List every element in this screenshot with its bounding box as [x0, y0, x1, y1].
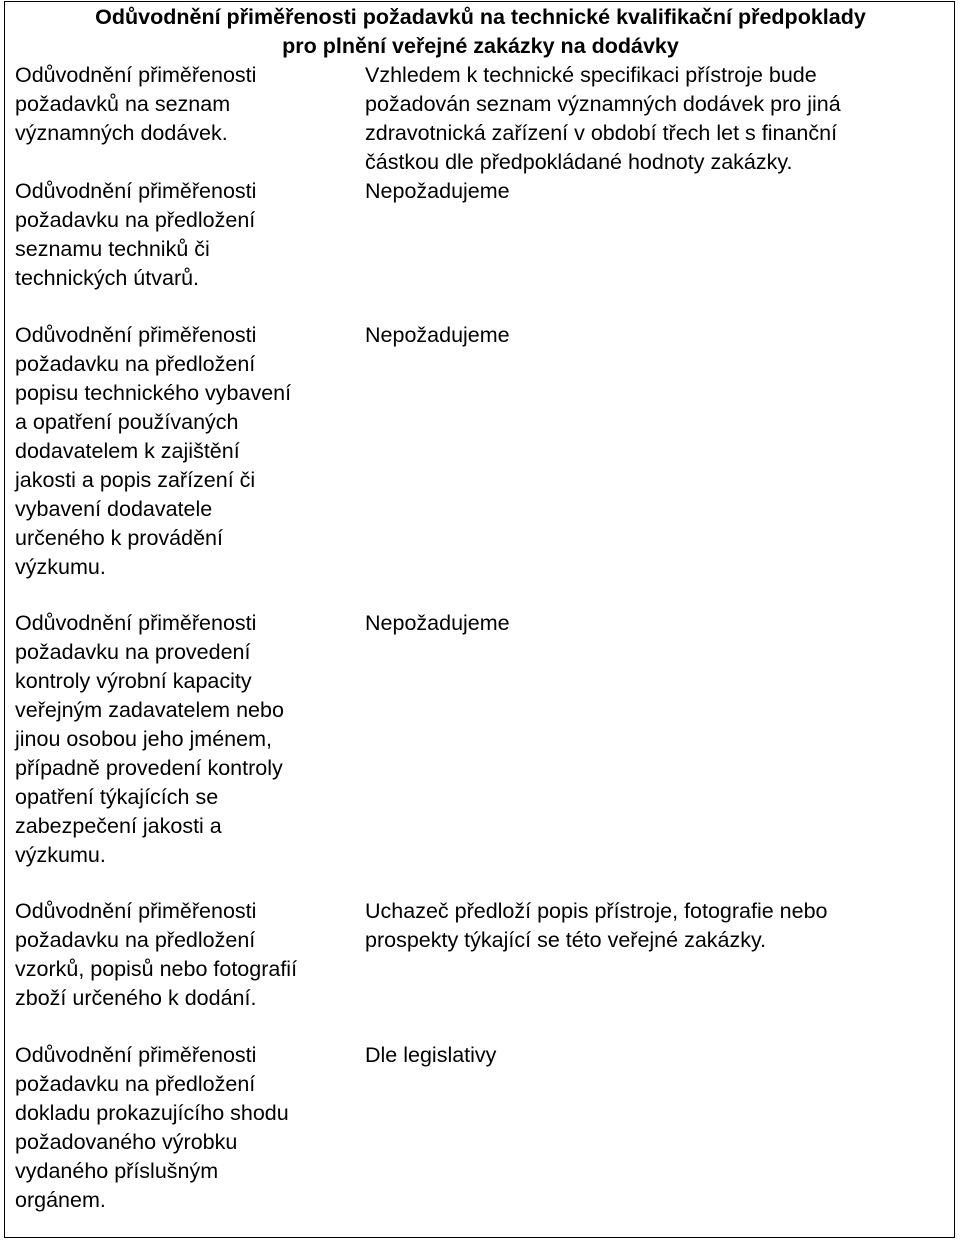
- requirement-label: Odůvodnění přiměřenosti požadavku na předložení popisu technického vybavení a opatření používaných dodavatelem k zajištění jakosti a popis zařízení či vybavení dodavatele určeného k provádění výzkumu.: [15, 323, 292, 579]
- requirement-justification: Uchazeč předloží popis přístroje, fotografie nebo prospekty týkající se této veřejné zakázky.: [365, 899, 828, 952]
- document-table: [4, 1, 955, 1238]
- requirement-justification: Vzhledem k technické specifikaci přístroje bude požadován seznam významných dodávek pro jiná zdravotnická zařízení v období třech let s finanční částkou dle předpokládané hodnoty zakázky.: [365, 63, 841, 174]
- requirement-label: Odůvodnění přiměřenosti požadavku na provedení kontroly výrobní kapacity veřejným zadavatelem nebo jinou osobou jeho jménem, případně provedení kontroly opatření týkajících se zabezpečení jakosti a výzkumu.: [15, 611, 284, 867]
- requirement-label: Odůvodnění přiměřenosti požadavku na předložení dokladu prokazujícího shodu požadovaného výrobku vydaného příslušným orgánem.: [15, 1043, 289, 1212]
- requirement-label: Odůvodnění přiměřenosti požadavku na předložení seznamu techniků či technických útvarů.: [15, 179, 257, 290]
- requirement-justification: Nepožadujeme: [365, 323, 510, 347]
- requirement-label: Odůvodnění přiměřenosti požadavku na předložení vzorků, popisů nebo fotografií zboží určeného k dodání.: [15, 899, 298, 1010]
- requirement-justification: Nepožadujeme: [365, 611, 510, 635]
- requirement-label: Odůvodnění přiměřenosti požadavků na seznam významných dodávek.: [15, 63, 257, 145]
- requirement-justification: Nepožadujeme: [365, 179, 510, 203]
- title-line-2: pro plnění veřejné zakázky na dodávky: [282, 34, 679, 58]
- title-line-1: Odůvodnění přiměřenosti požadavků na technické kvalifikační předpoklady: [95, 5, 866, 29]
- document-title: [5, 3, 956, 61]
- requirement-justification: Dle legislativy: [365, 1043, 497, 1067]
